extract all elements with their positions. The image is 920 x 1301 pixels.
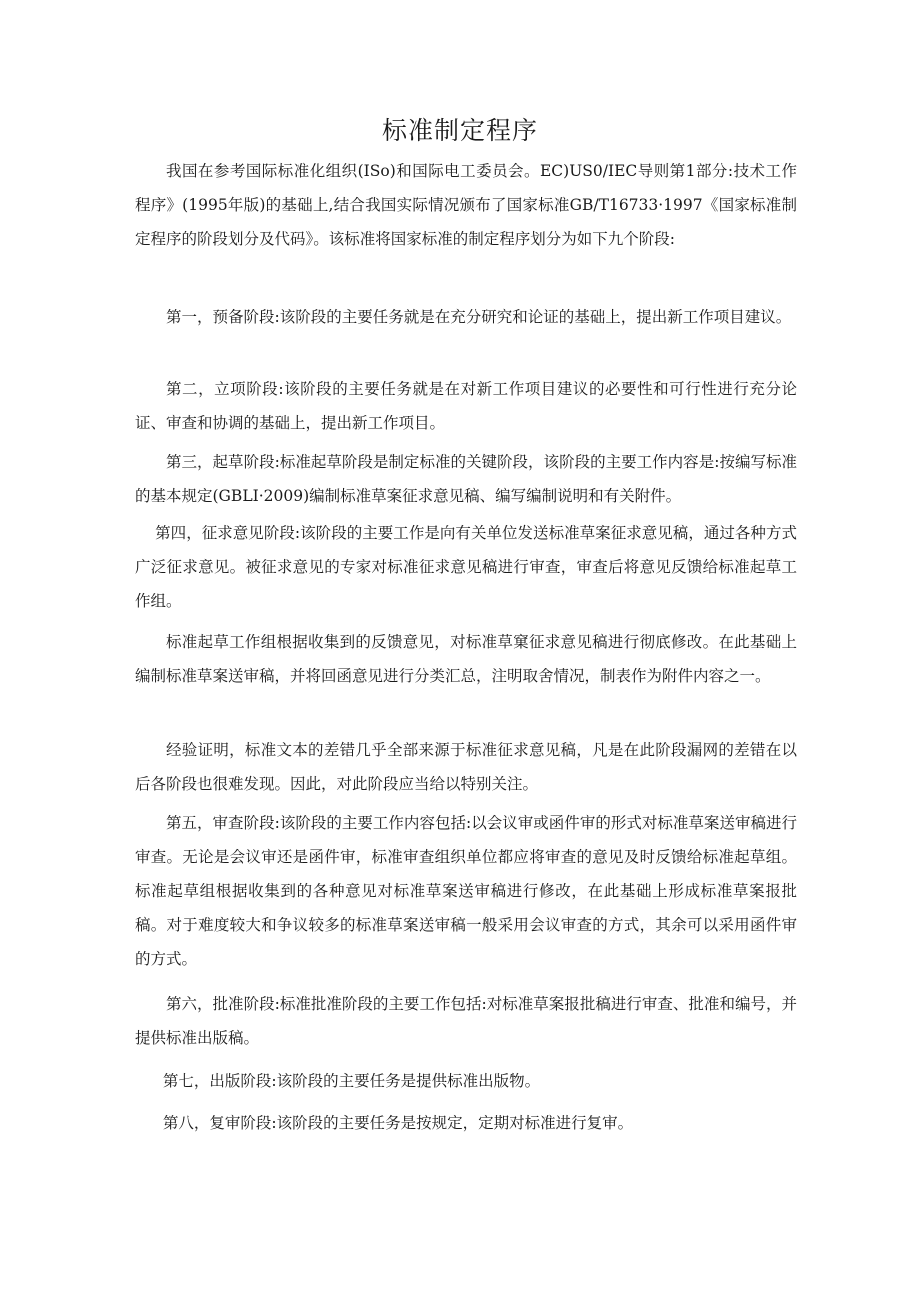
paragraph-stage-6: 第六，批准阶段:标准批准阶段的主要工作包括:对标准草案报批稿进行审查、批准和编号，并提供标准出版稿。 <box>135 995 797 1047</box>
paragraph-stage-4-note: 经验证明，标准文本的差错几乎全部来源于标准征求意见稿，凡是在此阶段漏网的差错在以后各阶段也很难发现。因此，对此阶段应当给以特别关注。 <box>135 741 797 793</box>
paragraph-stage-8: 第八，复审阶段:该阶段的主要任务是按规定，定期对标准进行复审。 <box>162 1114 634 1132</box>
paragraph-stage-2: 第二，立项阶段:该阶段的主要任务就是在对新工作项目建议的必要性和可行性进行充分论证、审查和协调的基础上，提出新工作项目。 <box>135 380 797 432</box>
paragraph-stage-7: 第七，出版阶段:该阶段的主要任务是提供标准出版物。 <box>162 1072 541 1090</box>
paragraph-intro: 我国在参考国际标准化组织(ISo)和国际电工委员会。EC)US0/IEC导则第1部分:技术工作程序》(1995年版)的基础上,结合我国实际情况颁布了国家标准GB/T16733·1997《国家标准制定程序的阶段划分及代码》。该标准将国家标准的制定程序划分为如下九个阶段: <box>135 162 797 248</box>
paragraph-stage-5: 第五，审查阶段:该阶段的主要工作内容包括:以会议审或函件审的形式对标准草案送审稿进行审查。无论是会议审还是函件审，标准审查组织单位都应将审查的意见及时反馈给标准起草组。标准起草组根据收集到的各种意见对标准草案送审稿进行修改，在此基础上形成标准草案报批稿。对于难度较大和争议较多的标准草案送审稿一般采用会议审查的方式，其余可以采用函件审的方式。 <box>135 814 797 968</box>
paragraph-stage-3: 第三，起草阶段:标准起草阶段是制定标准的关键阶段，该阶段的主要工作内容是:按编写标准的基本规定(GBLI·2009)编制标准草案征求意见稿、编写编制说明和有关附件。 <box>135 453 797 505</box>
page-title: 标准制定程序 <box>381 116 538 145</box>
paragraph-stage-1: 第一，预备阶段:该阶段的主要任务就是在充分研究和论证的基础上，提出新工作项目建议。 <box>166 308 792 326</box>
paragraph-stage-4: 第四，征求意见阶段:该阶段的主要工作是向有关单位发送标准草案征求意见稿，通过各种方式广泛征求意见。被征求意见的专家对标准征求意见稿进行审查，审查后将意见反馈给标准起草工作组。 <box>135 524 797 610</box>
paragraph-stage-4-revision: 标准起草工作组根据收集到的反馈意见，对标准草窠征求意见稿进行彻底修改。在此基础上编制标准草案送审稿，并将回函意见进行分类汇总，注明取舍情况，制表作为附件内容之一。 <box>135 633 797 685</box>
